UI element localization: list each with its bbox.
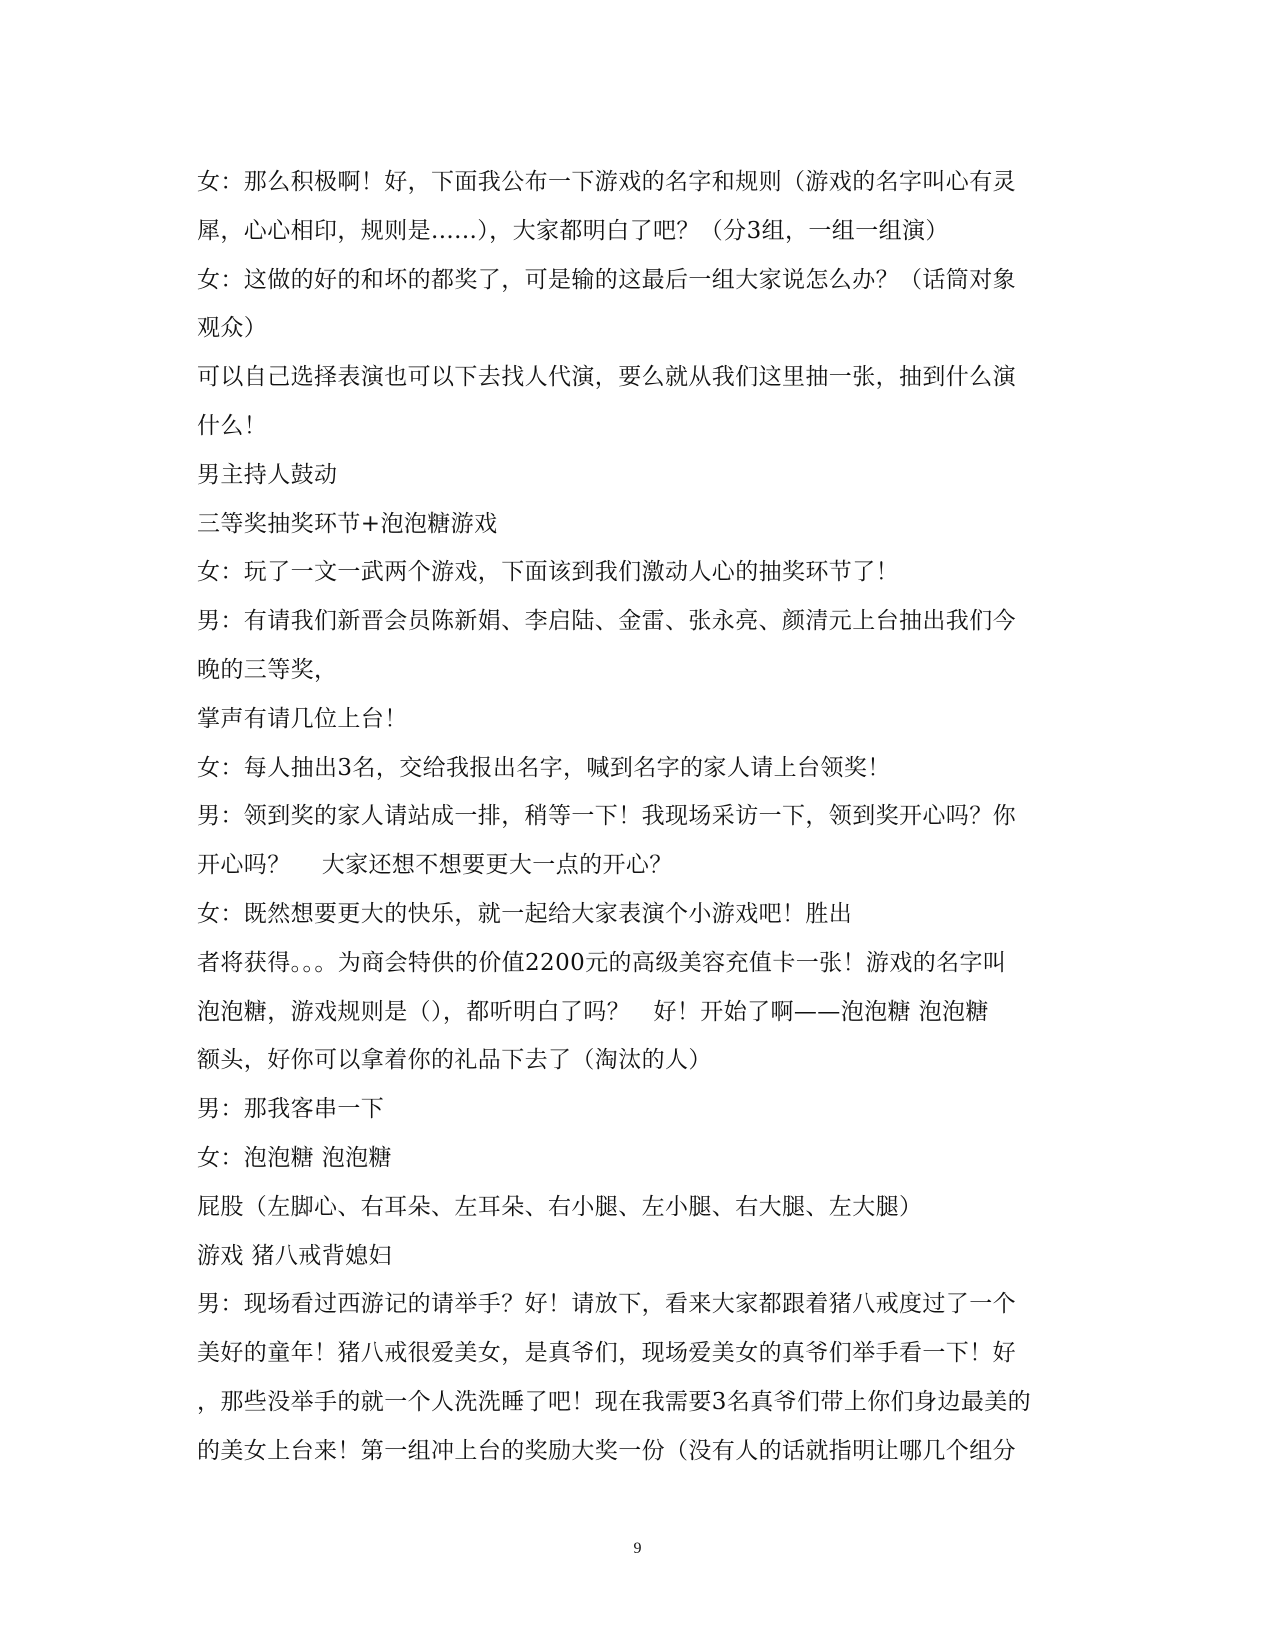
text-line: ，那些没举手的就一个人洗洗睡了吧！现在我需要3名真爷们带上你们身边最美的	[197, 1388, 1032, 1415]
text-line: 什么！	[197, 412, 268, 439]
text-line: 掌声有请几位上台！	[197, 705, 408, 732]
text-line: 女：既然想要更大的快乐，就一起给大家表演个小游戏吧！胜出	[197, 900, 853, 927]
text-line: 男：现场看过西游记的请举手？好！请放下，看来大家都跟着猪八戒度过了一个	[197, 1291, 1016, 1318]
text-line: 男：那我客串一下	[197, 1096, 385, 1123]
section-heading: 三等奖抽奖环节+泡泡糖游戏	[197, 510, 498, 537]
body-text	[197, 158, 1097, 1476]
text-line: 额头，好你可以拿着你的礼品下去了（淘汰的人）	[197, 1047, 712, 1074]
text-line: 的美女上台来！第一组冲上台的奖励大奖一份（没有人的话就指明让哪几个组分	[197, 1437, 1016, 1464]
text-line: 泡泡糖，游戏规则是（），都听明白了吗？ 好！开始了啊——泡泡糖 泡泡糖	[197, 998, 989, 1025]
page-number: 9	[633, 1540, 642, 1557]
text-line: 屁股（左脚心、右耳朵、左耳朵、右小腿、左小腿、右大腿、左大腿）	[197, 1193, 923, 1220]
text-line: 晚的三等奖，	[197, 656, 338, 683]
text-line: 男：有请我们新晋会员陈新娟、李启陆、金雷、张永亮、颜清元上台抽出我们今	[197, 608, 1016, 635]
text-line: 者将获得。。。为商会特供的价值2200元的高级美容充值卡一张！游戏的名字叫	[197, 949, 1007, 976]
text-line: 女：那么积极啊！好，下面我公布一下游戏的名字和规则（游戏的名字叫心有灵	[197, 169, 1016, 195]
text-line: 美好的童年！猪八戒很爱美女，是真爷们，现场爱美女的真爷们举手看一下！好	[197, 1340, 1016, 1367]
text-line: 男：领到奖的家人请站成一排，稍等一下！我现场采访一下，领到奖开心吗？你	[197, 803, 1016, 830]
section-heading: 游戏 猪八戒背媳妇	[197, 1242, 392, 1269]
text-line: 开心吗？ 大家还想不想要更大一点的开心？	[197, 852, 673, 879]
text-line: 女：每人抽出3名，交给我报出名字，喊到名字的家人请上台领奖！	[197, 754, 891, 781]
text-line: 女：这做的好的和坏的都奖了，可是输的这最后一组大家说怎么办？（话筒对象	[197, 266, 1016, 293]
text-line: 女：泡泡糖 泡泡糖	[197, 1144, 392, 1171]
text-line: 观众）	[197, 315, 268, 342]
text-line: 可以自己选择表演也可以下去找人代演，要么就从我们这里抽一张，抽到什么演	[197, 364, 1016, 391]
text-line: 犀，心心相印，规则是......），大家都明白了吧？（分3组，一组一组演）	[197, 217, 949, 244]
text-line: 男主持人鼓动	[197, 461, 338, 488]
text-line: 女：玩了一文一武两个游戏，下面该到我们激动人心的抽奖环节了！	[197, 559, 899, 586]
